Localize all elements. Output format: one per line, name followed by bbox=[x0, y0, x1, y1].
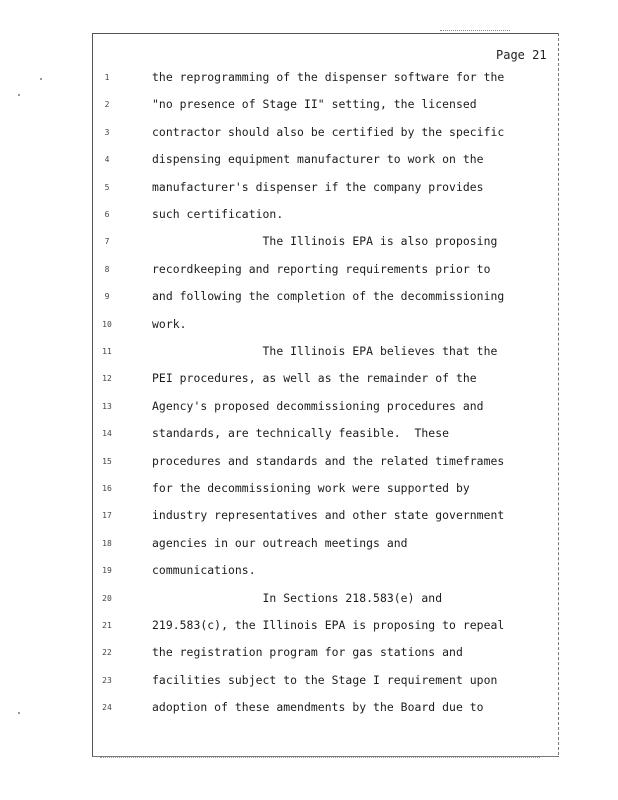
transcript-line bbox=[0, 371, 618, 391]
line-text: dispensing equipment manufacturer to work on the bbox=[152, 152, 484, 167]
line-text: for the decommissioning work were supported by bbox=[152, 481, 470, 495]
line-text: In Sections 218.583(e) and bbox=[152, 590, 443, 605]
line-number: 14 bbox=[102, 429, 112, 439]
line-text: procedures and standards and the related timeframes bbox=[152, 453, 505, 468]
line-text: 219.583(c), the Illinois EPA is proposing to repeal bbox=[152, 618, 505, 632]
line-text: recordkeeping and reporting requirements prior to bbox=[152, 261, 491, 276]
line-text: contractor should also be certified by the specific bbox=[152, 124, 505, 139]
transcript-line bbox=[0, 344, 618, 364]
line-text: work. bbox=[152, 316, 187, 331]
line-number: 13 bbox=[102, 401, 112, 411]
line-number: 6 bbox=[104, 210, 110, 219]
transcript-line bbox=[0, 317, 618, 337]
line-number: 22 bbox=[102, 648, 112, 658]
line-number: 10 bbox=[102, 319, 112, 329]
line-number: 24 bbox=[102, 703, 112, 713]
transcript-line bbox=[0, 591, 618, 611]
line-text: agencies in our outreach meetings and bbox=[152, 535, 408, 550]
line-number: 17 bbox=[102, 511, 112, 521]
transcript-line bbox=[0, 700, 618, 720]
line-number: 9 bbox=[104, 292, 110, 302]
transcript-line bbox=[0, 426, 618, 446]
line-text: and following the completion of the decommissioning bbox=[152, 289, 505, 304]
line-text: communications. bbox=[152, 563, 256, 578]
transcript-line bbox=[0, 645, 618, 665]
transcript-line bbox=[0, 207, 618, 227]
transcript-line bbox=[0, 454, 618, 474]
line-text: "no presence of Stage II" setting, the licensed bbox=[152, 97, 477, 112]
scan-speck bbox=[18, 94, 20, 96]
line-text: The Illinois EPA is also proposing bbox=[152, 234, 498, 249]
transcript-line bbox=[0, 508, 618, 528]
transcript-line bbox=[0, 563, 618, 583]
line-number: 23 bbox=[102, 675, 112, 685]
transcript-line bbox=[0, 673, 618, 693]
line-text: The Illinois EPA believes that the bbox=[152, 344, 498, 358]
line-text: adoption of these amendments by the Board due to bbox=[152, 700, 484, 715]
transcript-line bbox=[0, 262, 618, 282]
transcript-line bbox=[0, 481, 618, 501]
transcript-line bbox=[0, 70, 618, 90]
transcript-line bbox=[0, 234, 618, 254]
transcript-line bbox=[0, 289, 618, 309]
transcript-line bbox=[0, 180, 618, 200]
line-number: 8 bbox=[104, 264, 110, 274]
line-number: 7 bbox=[104, 237, 110, 247]
bottom-scan-artifact bbox=[100, 757, 540, 758]
line-number: 11 bbox=[102, 347, 112, 356]
transcript-line bbox=[0, 399, 618, 419]
top-scan-artifact bbox=[440, 30, 510, 31]
transcript-line bbox=[0, 97, 618, 117]
line-number: 12 bbox=[102, 374, 112, 384]
line-number: 2 bbox=[104, 100, 110, 110]
line-number: 18 bbox=[102, 538, 112, 548]
line-number: 19 bbox=[102, 566, 112, 576]
transcript-line bbox=[0, 536, 618, 556]
transcript-line bbox=[0, 618, 618, 638]
line-number: 3 bbox=[104, 127, 110, 137]
line-number: 15 bbox=[102, 456, 112, 466]
line-text: manufacturer's dispenser if the company provides bbox=[152, 179, 484, 194]
line-number: 4 bbox=[104, 155, 110, 165]
line-number: 1 bbox=[104, 73, 110, 82]
line-number: 21 bbox=[102, 621, 112, 630]
line-number: 16 bbox=[102, 484, 112, 493]
line-text: facilities subject to the Stage I requirement upon bbox=[152, 672, 498, 687]
line-text: Agency's proposed decommissioning procedures and bbox=[152, 398, 484, 413]
transcript-line bbox=[0, 152, 618, 172]
line-number: 20 bbox=[102, 593, 112, 603]
page-number: Page 21 bbox=[496, 48, 547, 62]
line-text: standards, are technically feasible. These bbox=[152, 426, 450, 441]
transcript-line bbox=[0, 125, 618, 145]
line-text: the registration program for gas stations and bbox=[152, 645, 463, 660]
line-number: 5 bbox=[104, 182, 110, 192]
line-text: the reprogramming of the dispenser software for the bbox=[152, 70, 505, 84]
line-text: PEI procedures, as well as the remainder of the bbox=[152, 371, 477, 386]
line-text: such certification. bbox=[152, 207, 284, 221]
line-text: industry representatives and other state government bbox=[152, 508, 505, 523]
